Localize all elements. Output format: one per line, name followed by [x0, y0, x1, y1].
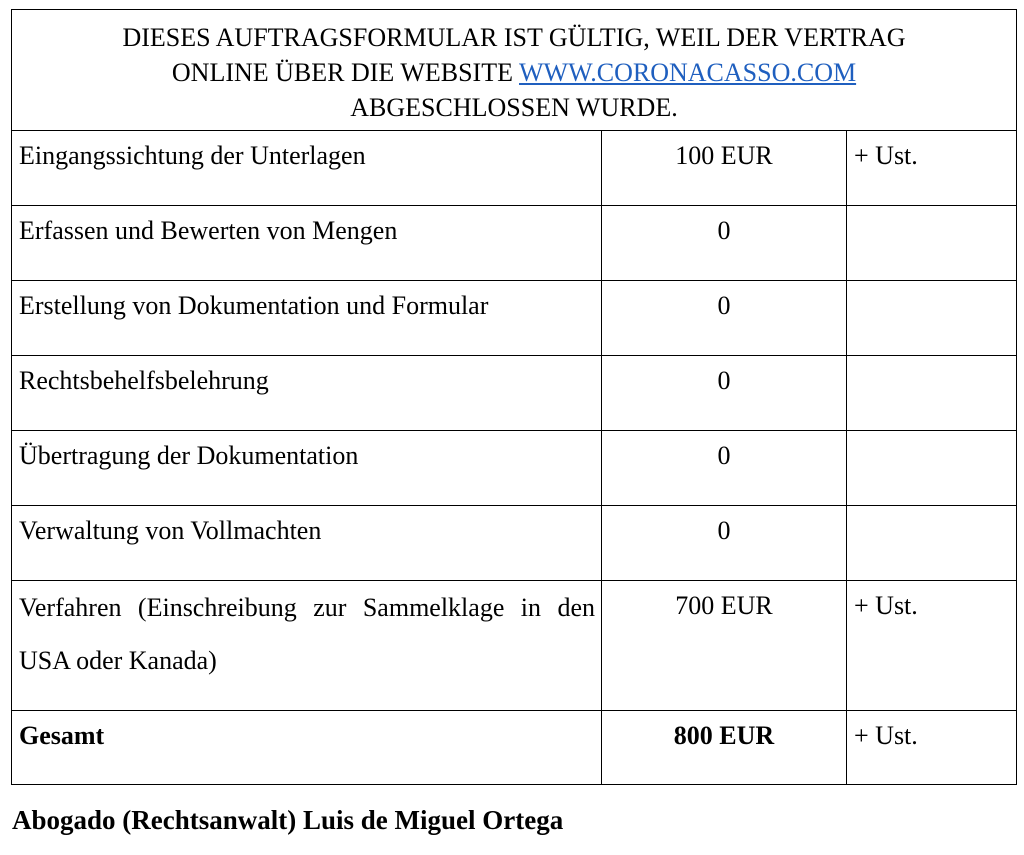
service-price: 0	[602, 281, 847, 356]
table-header-row	[12, 10, 1017, 131]
service-description: Übertragung der Dokumentation	[12, 431, 602, 506]
service-price: 0	[602, 506, 847, 581]
service-tax: + Ust.	[847, 131, 1017, 206]
service-tax	[847, 431, 1017, 506]
table-row	[12, 131, 1017, 206]
service-description: Erstellung von Dokumentation und Formular	[12, 281, 602, 356]
service-price: 100 EUR	[602, 131, 847, 206]
service-description: Erfassen und Bewerten von Mengen	[12, 206, 602, 281]
table-row	[12, 431, 1017, 506]
total-price: 800 EUR	[602, 711, 847, 785]
total-row	[12, 711, 1017, 785]
notice-line-1: DIESES AUFTRAGSFORMULAR IST GÜLTIG, WEIL DER VERTRAG	[122, 22, 906, 52]
table-row	[12, 356, 1017, 431]
service-price: 0	[602, 431, 847, 506]
service-description: Verfahren (Einschreibung zur Sammelklage in den USA oder Kanada)	[12, 581, 602, 711]
table-row	[12, 206, 1017, 281]
validity-notice	[12, 10, 1017, 131]
service-tax	[847, 206, 1017, 281]
total-label: Gesamt	[12, 711, 602, 785]
service-tax	[847, 356, 1017, 431]
notice-line-2-prefix: ONLINE ÜBER DIE WEBSITE	[171, 57, 520, 87]
notice-line-3: ABGESCHLOSSEN WURDE.	[350, 92, 678, 122]
total-tax: + Ust.	[847, 711, 1017, 785]
service-description: Rechtsbehelfsbelehrung	[12, 356, 602, 431]
table-row	[12, 581, 1017, 711]
lawyer-signature-name: Abogado (Rechtsanwalt) Luis de Miguel Ortega	[12, 805, 564, 835]
service-tax	[847, 506, 1017, 581]
table-row	[12, 506, 1017, 581]
service-price: 0	[602, 356, 847, 431]
service-price: 0	[602, 206, 847, 281]
service-tax: + Ust.	[847, 581, 1017, 711]
service-tax	[847, 281, 1017, 356]
table-row	[12, 281, 1017, 356]
service-description: Verwaltung von Vollmachten	[12, 506, 602, 581]
order-form-table	[11, 9, 1017, 785]
service-price: 700 EUR	[602, 581, 847, 711]
website-link[interactable]: WWW.CORONACASSO.COM	[519, 57, 857, 87]
service-description: Eingangssichtung der Unterlagen	[12, 131, 602, 206]
